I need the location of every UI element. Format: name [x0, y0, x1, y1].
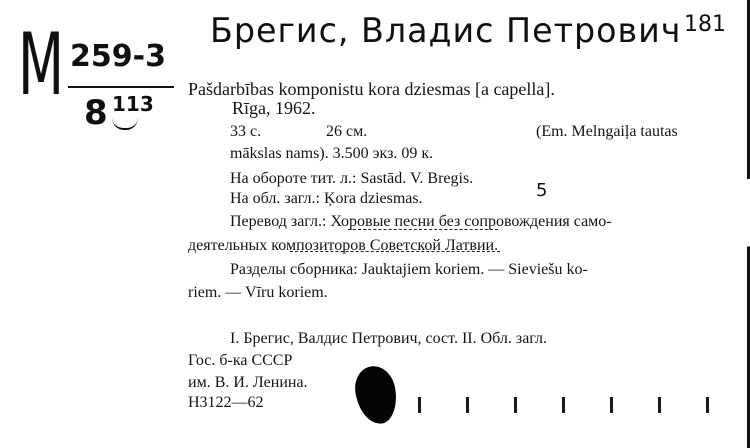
publisher-line-2: mākslas nams). 3.500 экз. 09 к.: [230, 145, 434, 162]
tracing: I. Брегис, Валдис Петрович, сост. II. Обл. загл.: [230, 330, 548, 347]
cover-mark: 5: [536, 180, 548, 201]
shelfmark-bottom: 8: [84, 93, 108, 133]
shelfmark-divider: [68, 86, 174, 88]
verso-note: На обороте тит. л.: Sastād. V. Bregis.: [230, 170, 474, 187]
translation-line-1: Перевод загл.: Хоровые песни без сопровождения само-: [230, 213, 612, 230]
place-year: Rīga, 1962.: [232, 98, 316, 118]
author-heading: Брегис, Владис Петрович: [210, 11, 682, 51]
perforation-marks: [412, 397, 730, 415]
sections-line-2: riem. — Vīru koriem.: [188, 284, 328, 301]
imprint-line-1: Гос. б-ка СССР: [188, 352, 293, 369]
shelfmark-superscript: 113: [112, 92, 154, 116]
size: 26 см.: [326, 123, 368, 140]
shelfmark-top: 259-3: [70, 39, 166, 74]
cover-title-note: На обл. загл.: Ķora dziesmas.: [230, 190, 423, 207]
publisher-line-1: (Em. Melngaiļa tautas: [536, 123, 678, 140]
entry-number: 181: [684, 12, 726, 37]
underline-mark-1: [348, 229, 498, 230]
imprint-line-3: Н3122—62: [188, 394, 264, 411]
translation-line-2: деятельных композиторов Советской Латвии.: [188, 237, 499, 254]
title-line: Pašdarbības komponistu kora dziesmas [a capella].: [188, 79, 555, 99]
ink-blot: [352, 363, 400, 426]
underline-mark-2: [290, 251, 500, 252]
shelfmark-underline: [112, 118, 138, 130]
sections-line-1: Разделы сборника: Jauktajiem koriem. — Sieviešu ko-: [230, 261, 588, 278]
imprint-line-2: им. В. И. Ленина.: [188, 374, 308, 391]
pages: 33 с.: [230, 123, 262, 140]
shelfmark-letter: M: [18, 15, 65, 115]
